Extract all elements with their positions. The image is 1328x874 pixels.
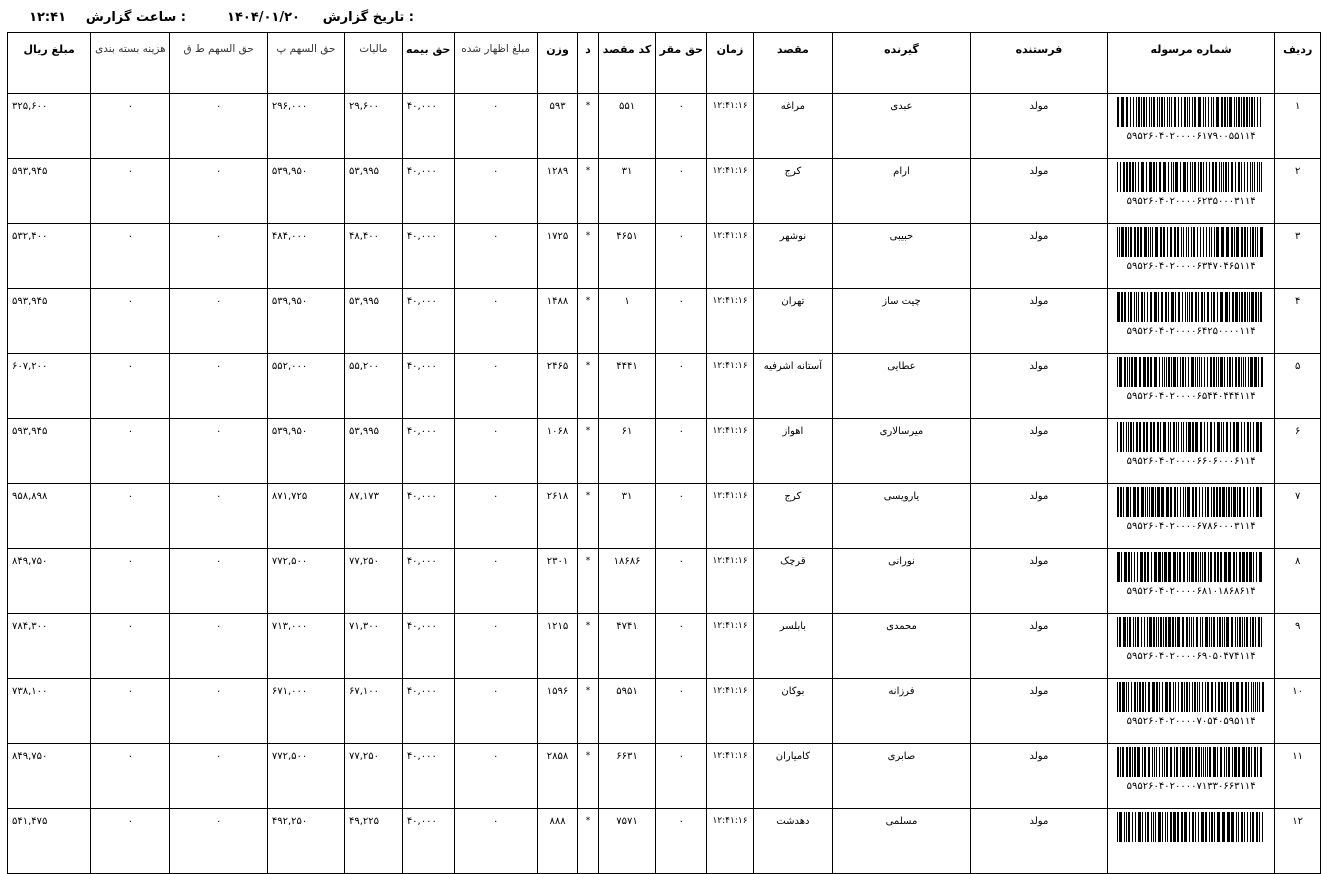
cell-receiver: فرزانه xyxy=(832,679,970,744)
cell-share-tq: ۰ xyxy=(170,549,267,614)
cell-declared: ۰ xyxy=(454,159,537,224)
cell-packing: ۰ xyxy=(91,94,170,159)
tracking-number: ۵۹۵۲۶۰۴۰۲۰۰۰۰۶۵۴۴۰۴۴۴۱۱۴ xyxy=(1126,391,1256,402)
cell-d: * xyxy=(578,289,598,354)
cell-origin-fee: ۰ xyxy=(656,614,707,679)
cell-amount: ۵۴۱,۴۷۵ xyxy=(8,809,91,874)
cell-insurance: ۴۰,۰۰۰ xyxy=(402,549,454,614)
cell-declared: ۰ xyxy=(454,484,537,549)
cell-time: ۱۲:۴۱:۱۶ xyxy=(707,224,754,289)
cell-amount: ۷۸۴,۳۰۰ xyxy=(8,614,91,679)
cell-weight: ۵۹۳ xyxy=(537,94,578,159)
cell-packing: ۰ xyxy=(91,484,170,549)
cell-weight: ۱۵۹۶ xyxy=(537,679,578,744)
table-row xyxy=(8,419,1321,484)
cell-dest-code: ۳۱ xyxy=(598,484,656,549)
cell-row: ۴ xyxy=(1275,289,1321,354)
cell-destination: اهواز xyxy=(753,419,832,484)
cell-tracking xyxy=(1107,614,1274,679)
report-date-label: تاریخ گزارش : xyxy=(322,10,414,25)
col-header-amount: مبلغ ریال xyxy=(8,33,91,94)
cell-d: * xyxy=(578,614,598,679)
cell-row: ۱ xyxy=(1275,94,1321,159)
cell-dest-code: ۵۹۵۱ xyxy=(598,679,656,744)
cell-share-tq: ۰ xyxy=(170,289,267,354)
cell-share-tq: ۰ xyxy=(170,224,267,289)
cell-row: ۲ xyxy=(1275,159,1321,224)
cell-insurance: ۴۰,۰۰۰ xyxy=(402,484,454,549)
tracking-number: ۵۹۵۲۶۰۴۰۲۰۰۰۰۶۱۷۹۰۰۵۵۱۱۴ xyxy=(1126,131,1256,142)
barcode xyxy=(1117,227,1265,257)
cell-weight: ۲۶۱۸ xyxy=(537,484,578,549)
cell-origin-fee: ۰ xyxy=(656,94,707,159)
cell-declared: ۰ xyxy=(454,289,537,354)
report-date: ۱۴۰۴/۰۱/۲۰ xyxy=(227,10,300,25)
cell-tracking xyxy=(1107,744,1274,809)
report-time: ۱۲:۴۱ xyxy=(29,10,66,25)
cell-tracking xyxy=(1107,159,1274,224)
cell-insurance: ۴۰,۰۰۰ xyxy=(402,159,454,224)
cell-origin-fee: ۰ xyxy=(656,744,707,809)
cell-packing: ۰ xyxy=(91,419,170,484)
cell-dest-code: ۶۱ xyxy=(598,419,656,484)
cell-destination: قرچک xyxy=(753,549,832,614)
cell-sender: مولد xyxy=(970,809,1107,874)
cell-share-p: ۷۱۳,۰۰۰ xyxy=(267,614,344,679)
cell-origin-fee: ۰ xyxy=(656,419,707,484)
cell-tax: ۲۹,۶۰۰ xyxy=(344,94,402,159)
cell-declared: ۰ xyxy=(454,679,537,744)
cell-tracking xyxy=(1107,809,1274,874)
cell-share-p: ۴۸۴,۰۰۰ xyxy=(267,224,344,289)
col-header-destination: مقصد xyxy=(753,33,832,94)
cell-dest-code: ۶۶۳۱ xyxy=(598,744,656,809)
cell-time: ۱۲:۴۱:۱۶ xyxy=(707,159,754,224)
cell-row: ۱۲ xyxy=(1275,809,1321,874)
cell-insurance: ۴۰,۰۰۰ xyxy=(402,614,454,679)
barcode xyxy=(1117,747,1265,777)
cell-receiver: ارام xyxy=(832,159,970,224)
cell-receiver: نورانی xyxy=(832,549,970,614)
tracking-number: ۵۹۵۲۶۰۴۰۲۰۰۰۰۶۸۱۰۱۸۶۸۶۱۴ xyxy=(1126,586,1256,597)
cell-declared: ۰ xyxy=(454,614,537,679)
cell-sender: مولد xyxy=(970,94,1107,159)
table-row xyxy=(8,484,1321,549)
tracking-number: ۵۹۵۲۶۰۴۰۲۰۰۰۰۶۲۳۵۰۰۰۳۱۱۴ xyxy=(1126,196,1256,207)
cell-share-p: ۶۷۱,۰۰۰ xyxy=(267,679,344,744)
barcode xyxy=(1117,422,1265,452)
tracking-number: ۵۹۵۲۶۰۴۰۲۰۰۰۰۶۳۴۷۰۴۶۵۱۱۴ xyxy=(1126,261,1256,272)
cell-d: * xyxy=(578,94,598,159)
cell-insurance: ۴۰,۰۰۰ xyxy=(402,419,454,484)
col-header-dest-code: کد مقصد xyxy=(598,33,656,94)
cell-share-tq: ۰ xyxy=(170,809,267,874)
cell-declared: ۰ xyxy=(454,94,537,159)
cell-d: * xyxy=(578,419,598,484)
cell-row: ۸ xyxy=(1275,549,1321,614)
cell-sender: مولد xyxy=(970,159,1107,224)
tracking-number: ۵۹۵۲۶۰۴۰۲۰۰۰۰۶۶۰۶۰۰۰۶۱۱۴ xyxy=(1126,456,1256,467)
table-row xyxy=(8,289,1321,354)
cell-packing: ۰ xyxy=(91,224,170,289)
cell-origin-fee: ۰ xyxy=(656,809,707,874)
barcode xyxy=(1117,97,1265,127)
cell-share-tq: ۰ xyxy=(170,159,267,224)
cell-time: ۱۲:۴۱:۱۶ xyxy=(707,289,754,354)
table-row xyxy=(8,744,1321,809)
cell-insurance: ۴۰,۰۰۰ xyxy=(402,679,454,744)
cell-origin-fee: ۰ xyxy=(656,224,707,289)
col-header-declared: مبلغ اظهار شده xyxy=(454,33,537,94)
cell-d: * xyxy=(578,549,598,614)
cell-row: ۱۰ xyxy=(1275,679,1321,744)
cell-share-tq: ۰ xyxy=(170,354,267,419)
barcode xyxy=(1117,487,1265,517)
cell-origin-fee: ۰ xyxy=(656,354,707,419)
cell-origin-fee: ۰ xyxy=(656,484,707,549)
table-row xyxy=(8,679,1321,744)
cell-row: ۱۱ xyxy=(1275,744,1321,809)
cell-d: * xyxy=(578,679,598,744)
cell-packing: ۰ xyxy=(91,159,170,224)
cell-row: ۶ xyxy=(1275,419,1321,484)
cell-insurance: ۴۰,۰۰۰ xyxy=(402,289,454,354)
cell-weight: ۱۴۸۸ xyxy=(537,289,578,354)
cell-time: ۱۲:۴۱:۱۶ xyxy=(707,809,754,874)
tracking-number: ۵۹۵۲۶۰۴۰۲۰۰۰۰۷۰۵۴۰۵۹۵۱۱۴ xyxy=(1126,716,1256,727)
cell-receiver: میرسالاری xyxy=(832,419,970,484)
cell-dest-code: ۴۷۴۱ xyxy=(598,614,656,679)
cell-time: ۱۲:۴۱:۱۶ xyxy=(707,94,754,159)
cell-declared: ۰ xyxy=(454,549,537,614)
table-row xyxy=(8,354,1321,419)
cell-share-tq: ۰ xyxy=(170,94,267,159)
cell-dest-code: ۴۶۵۱ xyxy=(598,224,656,289)
table-header-row xyxy=(8,33,1321,94)
cell-amount: ۸۴۹,۷۵۰ xyxy=(8,549,91,614)
col-header-tracking: شماره مرسوله xyxy=(1107,33,1274,94)
cell-receiver: محمدی xyxy=(832,614,970,679)
cell-sender: مولد xyxy=(970,679,1107,744)
cell-destination: نوشهر xyxy=(753,224,832,289)
cell-origin-fee: ۰ xyxy=(656,159,707,224)
cell-packing: ۰ xyxy=(91,679,170,744)
cell-row: ۵ xyxy=(1275,354,1321,419)
cell-insurance: ۴۰,۰۰۰ xyxy=(402,94,454,159)
col-header-sender: فرستنده xyxy=(970,33,1107,94)
barcode xyxy=(1117,357,1265,387)
cell-packing: ۰ xyxy=(91,809,170,874)
cell-tax: ۵۳,۹۹۵ xyxy=(344,289,402,354)
cell-declared: ۰ xyxy=(454,354,537,419)
col-header-row: ردیف xyxy=(1275,33,1321,94)
cell-declared: ۰ xyxy=(454,224,537,289)
cell-weight: ۲۸۵۸ xyxy=(537,744,578,809)
cell-packing: ۰ xyxy=(91,354,170,419)
cell-packing: ۰ xyxy=(91,614,170,679)
cell-d: * xyxy=(578,224,598,289)
col-header-time: زمان xyxy=(707,33,754,94)
cell-weight: ۲۴۶۵ xyxy=(537,354,578,419)
cell-insurance: ۴۰,۰۰۰ xyxy=(402,809,454,874)
cell-sender: مولد xyxy=(970,484,1107,549)
cell-declared: ۰ xyxy=(454,744,537,809)
cell-weight: ۱۷۲۵ xyxy=(537,224,578,289)
cell-tax: ۷۷,۲۵۰ xyxy=(344,744,402,809)
cell-sender: مولد xyxy=(970,549,1107,614)
table-row xyxy=(8,159,1321,224)
cell-row: ۹ xyxy=(1275,614,1321,679)
table-row xyxy=(8,224,1321,289)
cell-dest-code: ۱۸۶۸۶ xyxy=(598,549,656,614)
cell-receiver: چیت ساز xyxy=(832,289,970,354)
cell-tax: ۷۱,۳۰۰ xyxy=(344,614,402,679)
cell-share-p: ۸۷۱,۷۲۵ xyxy=(267,484,344,549)
cell-d: * xyxy=(578,809,598,874)
table-row xyxy=(8,94,1321,159)
cell-receiver: صابری xyxy=(832,744,970,809)
cell-amount: ۹۵۸,۸۹۸ xyxy=(8,484,91,549)
tracking-number: ۵۹۵۲۶۰۴۰۲۰۰۰۰۶۹۰۵۰۴۷۴۱۱۴ xyxy=(1126,651,1256,662)
cell-amount: ۵۹۳,۹۴۵ xyxy=(8,419,91,484)
cell-receiver: عطایی xyxy=(832,354,970,419)
col-header-d: د xyxy=(578,33,598,94)
tracking-number: ۵۹۵۲۶۰۴۰۲۰۰۰۰۷۱۳۳۰۶۶۳۱۱۴ xyxy=(1126,781,1256,792)
cell-packing: ۰ xyxy=(91,744,170,809)
cell-destination: دهدشت xyxy=(753,809,832,874)
cell-tax: ۵۳,۹۹۵ xyxy=(344,159,402,224)
cell-insurance: ۴۰,۰۰۰ xyxy=(402,224,454,289)
cell-weight: ۸۸۸ xyxy=(537,809,578,874)
cell-tracking xyxy=(1107,224,1274,289)
cell-tax: ۷۷,۲۵۰ xyxy=(344,549,402,614)
cell-destination: کرج xyxy=(753,484,832,549)
cell-tax: ۸۷,۱۷۳ xyxy=(344,484,402,549)
cell-row: ۷ xyxy=(1275,484,1321,549)
cell-dest-code: ۳۱ xyxy=(598,159,656,224)
cell-sender: مولد xyxy=(970,224,1107,289)
cell-d: * xyxy=(578,159,598,224)
cell-amount: ۵۹۳,۹۴۵ xyxy=(8,159,91,224)
report-time-label: ساعت گزارش : xyxy=(85,10,186,25)
cell-time: ۱۲:۴۱:۱۶ xyxy=(707,744,754,809)
cell-dest-code: ۱ xyxy=(598,289,656,354)
cell-tracking xyxy=(1107,549,1274,614)
cell-share-p: ۴۹۲,۲۵۰ xyxy=(267,809,344,874)
barcode xyxy=(1117,292,1265,322)
cell-amount: ۳۲۵,۶۰۰ xyxy=(8,94,91,159)
cell-tax: ۴۹,۲۲۵ xyxy=(344,809,402,874)
cell-time: ۱۲:۴۱:۱۶ xyxy=(707,549,754,614)
cell-share-p: ۷۷۲,۵۰۰ xyxy=(267,744,344,809)
cell-d: * xyxy=(578,744,598,809)
col-header-receiver: گیرنده xyxy=(832,33,970,94)
cell-sender: مولد xyxy=(970,354,1107,419)
col-header-tax: مالیات xyxy=(344,33,402,94)
cell-share-p: ۵۳۹,۹۵۰ xyxy=(267,289,344,354)
cell-time: ۱۲:۴۱:۱۶ xyxy=(707,679,754,744)
table-row xyxy=(8,614,1321,679)
barcode xyxy=(1117,812,1265,842)
barcode xyxy=(1117,162,1265,192)
cell-time: ۱۲:۴۱:۱۶ xyxy=(707,354,754,419)
cell-share-tq: ۰ xyxy=(170,614,267,679)
cell-sender: مولد xyxy=(970,289,1107,354)
cell-dest-code: ۴۴۴۱ xyxy=(598,354,656,419)
cell-packing: ۰ xyxy=(91,289,170,354)
cell-share-p: ۵۵۲,۰۰۰ xyxy=(267,354,344,419)
cell-sender: مولد xyxy=(970,419,1107,484)
cell-time: ۱۲:۴۱:۱۶ xyxy=(707,614,754,679)
cell-share-tq: ۰ xyxy=(170,419,267,484)
cell-sender: مولد xyxy=(970,744,1107,809)
cell-amount: ۷۳۸,۱۰۰ xyxy=(8,679,91,744)
cell-weight: ۱۲۸۹ xyxy=(537,159,578,224)
cell-destination: کامیاران xyxy=(753,744,832,809)
cell-share-tq: ۰ xyxy=(170,679,267,744)
cell-receiver: مسلمی xyxy=(832,809,970,874)
tracking-number: ۵۹۵۲۶۰۴۰۲۰۰۰۰۶۴۲۵۰۰۰۰۱۱۴ xyxy=(1126,326,1256,337)
cell-dest-code: ۷۵۷۱ xyxy=(598,809,656,874)
barcode xyxy=(1117,682,1265,712)
col-header-insurance: حق بیمه xyxy=(402,33,454,94)
cell-tax: ۵۳,۹۹۵ xyxy=(344,419,402,484)
cell-weight: ۱۰۶۸ xyxy=(537,419,578,484)
cell-tracking xyxy=(1107,354,1274,419)
cell-amount: ۵۳۲,۴۰۰ xyxy=(8,224,91,289)
cell-share-p: ۷۷۲,۵۰۰ xyxy=(267,549,344,614)
barcode xyxy=(1117,617,1265,647)
cell-share-p: ۵۳۹,۹۵۰ xyxy=(267,159,344,224)
cell-d: * xyxy=(578,354,598,419)
cell-weight: ۱۲۱۵ xyxy=(537,614,578,679)
cell-receiver: عبدی xyxy=(832,94,970,159)
cell-tracking xyxy=(1107,484,1274,549)
table-row xyxy=(8,809,1321,874)
cell-tracking xyxy=(1107,289,1274,354)
cell-share-p: ۲۹۶,۰۰۰ xyxy=(267,94,344,159)
shipments-table xyxy=(7,32,1321,874)
col-header-origin-fee: حق مقر xyxy=(656,33,707,94)
cell-tax: ۵۵,۲۰۰ xyxy=(344,354,402,419)
cell-destination: تهران xyxy=(753,289,832,354)
cell-tracking xyxy=(1107,419,1274,484)
cell-share-p: ۵۳۹,۹۵۰ xyxy=(267,419,344,484)
cell-amount: ۶۰۷,۲۰۰ xyxy=(8,354,91,419)
cell-sender: مولد xyxy=(970,614,1107,679)
cell-destination: بابلسر xyxy=(753,614,832,679)
cell-tax: ۶۷,۱۰۰ xyxy=(344,679,402,744)
cell-origin-fee: ۰ xyxy=(656,679,707,744)
cell-destination: آستانه اشرفیه xyxy=(753,354,832,419)
cell-time: ۱۲:۴۱:۱۶ xyxy=(707,419,754,484)
col-header-share-tq: حق السهم ط ق xyxy=(170,33,267,94)
cell-insurance: ۴۰,۰۰۰ xyxy=(402,354,454,419)
cell-share-tq: ۰ xyxy=(170,744,267,809)
cell-destination: مراغه xyxy=(753,94,832,159)
col-header-packing: هزینه بسته بندی xyxy=(91,33,170,94)
cell-packing: ۰ xyxy=(91,549,170,614)
cell-time: ۱۲:۴۱:۱۶ xyxy=(707,484,754,549)
cell-row: ۳ xyxy=(1275,224,1321,289)
cell-destination: بوکان xyxy=(753,679,832,744)
cell-destination: کرج xyxy=(753,159,832,224)
tracking-number: ۵۹۵۲۶۰۴۰۲۰۰۰۰۶۷۸۶۰۰۰۳۱۱۴ xyxy=(1126,521,1256,532)
cell-d: * xyxy=(578,484,598,549)
cell-share-tq: ۰ xyxy=(170,484,267,549)
col-header-share-p: حق السهم پ xyxy=(267,33,344,94)
cell-origin-fee: ۰ xyxy=(656,549,707,614)
report-header xyxy=(0,0,1328,32)
cell-amount: ۵۹۳,۹۴۵ xyxy=(8,289,91,354)
cell-weight: ۲۳۰۱ xyxy=(537,549,578,614)
cell-receiver: حبیبی xyxy=(832,224,970,289)
cell-declared: ۰ xyxy=(454,419,537,484)
cell-amount: ۸۴۹,۷۵۰ xyxy=(8,744,91,809)
cell-tax: ۴۸,۴۰۰ xyxy=(344,224,402,289)
cell-insurance: ۴۰,۰۰۰ xyxy=(402,744,454,809)
cell-tracking xyxy=(1107,94,1274,159)
cell-dest-code: ۵۵۱ xyxy=(598,94,656,159)
cell-tracking xyxy=(1107,679,1274,744)
cell-origin-fee: ۰ xyxy=(656,289,707,354)
barcode xyxy=(1117,552,1265,582)
table-row xyxy=(8,549,1321,614)
col-header-weight: وزن xyxy=(537,33,578,94)
cell-declared: ۰ xyxy=(454,809,537,874)
cell-receiver: یارویسی xyxy=(832,484,970,549)
